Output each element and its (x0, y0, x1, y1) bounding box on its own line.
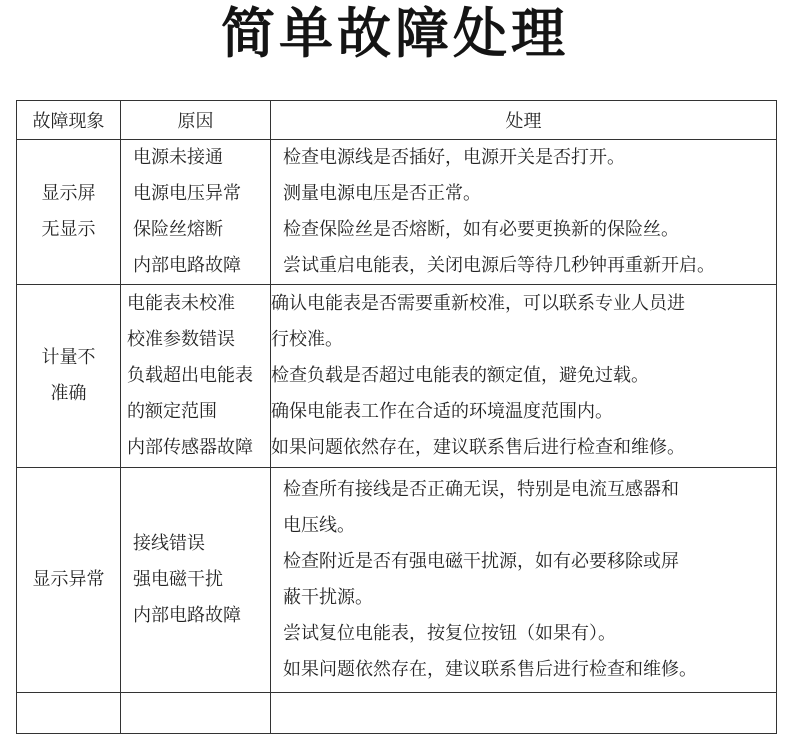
header-phenomenon: 故障现象 (17, 101, 121, 140)
action-item: 行校准。 (271, 329, 343, 350)
header-cause: 原因 (121, 101, 271, 140)
action-cell (271, 285, 777, 468)
phenomenon-cell (17, 693, 121, 734)
action-item: 检查附近是否有强电磁干扰源，如有必要移除或屏 (283, 551, 679, 572)
table-row (17, 140, 777, 285)
cause-item: 内部传感器故障 (127, 437, 253, 458)
phenomenon-line: 计量不 (41, 347, 96, 368)
action-item: 确保电能表工作在合适的环境温度范围内。 (271, 401, 613, 422)
cause-item: 保险丝熔断 (133, 219, 223, 240)
action-cell (271, 140, 777, 285)
phenomenon-line: 显示异常 (32, 569, 105, 590)
cause-cell (121, 285, 271, 468)
cause-cell (121, 468, 271, 693)
action-item: 尝试复位电能表，按复位按钮（如果有）。 (283, 623, 616, 644)
action-item: 检查电源线是否插好，电源开关是否打开。 (283, 147, 625, 168)
phenomenon-line: 准确 (50, 383, 87, 404)
cause-item: 内部电路故障 (133, 255, 241, 276)
action-item: 检查所有接线是否正确无误，特别是电流互感器和 (283, 479, 679, 500)
action-item: 电压线。 (283, 515, 355, 536)
table-row-partial (17, 693, 777, 734)
cause-cell (121, 140, 271, 285)
cause-item: 接线错误 (133, 533, 205, 554)
action-item: 尝试重启电能表，关闭电源后等待几秒钟再重新开启。 (283, 255, 715, 276)
phenomenon-cell (17, 140, 121, 285)
cause-item: 电能表未校准 (127, 293, 235, 314)
phenomenon-cell (17, 468, 121, 693)
cause-item: 电源电压异常 (133, 183, 241, 204)
action-cell (271, 693, 777, 734)
header-action: 处理 (271, 101, 777, 140)
phenomenon-line: 显示屏 (41, 183, 96, 204)
cause-item: 的额定范围 (127, 401, 217, 422)
action-item: 蔽干扰源。 (283, 587, 373, 608)
action-item: 如果问题依然存在，建议联系售后进行检查和维修。 (271, 437, 685, 458)
cause-item: 内部电路故障 (133, 605, 241, 626)
cause-item: 强电磁干扰 (133, 569, 223, 590)
table-header-row (17, 101, 777, 140)
fault-table (16, 100, 777, 734)
action-cell (271, 468, 777, 693)
action-item: 测量电源电压是否正常。 (283, 183, 481, 204)
table-row (17, 285, 777, 468)
page-title: 简单故障处理 (221, 2, 569, 65)
cause-item: 电源未接通 (133, 147, 223, 168)
action-item: 如果问题依然存在，建议联系售后进行检查和维修。 (283, 659, 697, 680)
cause-item: 校准参数错误 (127, 329, 235, 350)
phenomenon-cell (17, 285, 121, 468)
cause-item: 负载超出电能表 (127, 365, 253, 386)
table-row (17, 468, 777, 693)
action-item: 检查负载是否超过电能表的额定值，避免过载。 (271, 365, 649, 386)
action-item: 确认电能表是否需要重新校准，可以联系专业人员进 (271, 293, 685, 314)
phenomenon-line: 无显示 (41, 219, 96, 240)
action-item: 检查保险丝是否熔断，如有必要更换新的保险丝。 (283, 219, 679, 240)
cause-cell (121, 693, 271, 734)
